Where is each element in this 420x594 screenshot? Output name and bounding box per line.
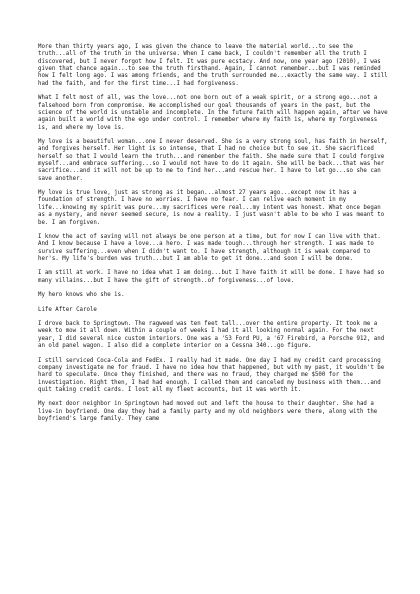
- paragraph-truth: More than thirty years ago, I was given the chance to leave the material world...to see the truth...all of the truth in the universe. When I came back, I couldn't remember all the truth I discovered, but I never forgot how I felt. It was pure ecstacy. And now, one year ago (2010), I was given that chance again...to see the truth firsthand. Again, I cannot remember...but I was reminded how I felt long ago. I was among friends, and the truth surrounded me...exactly the same way. I still had the faith, and for the first time...I had forgiveness.: [38, 44, 388, 87]
- paragraph-true-love: My love is true love, just as strong as it began...almost 27 years ago...except now it has a foundation of strength. I have no worries. I have no fear. I can relive each moment in my life...knowing my spirit was pure...my sacrifices were real...my intent was honest. What once began as a mystery, and never seemed secure, is now a reality. I just wasn't able to be who I was meant to be. I am forgiven.: [38, 190, 385, 226]
- paragraph-coca-cola: I still serviced Coca-Cola and FedEx. I really had it made. One day I had my credit card processing company investigate me for fraud. I have no idea how that happened, but with my past, it wouldn't be hard to speculate. Once they finished, and there was no fraud, they charged me $500 for the investigation. Right then, I had had enough. I called them and canceled my business with them...and quit taking credit cards. I lost all my fleet accounts, but it was worth it.: [38, 357, 385, 393]
- section-heading: Life After Carole: [38, 306, 97, 313]
- paragraph-still-at-work: I am still at work. I have no idea what I am doing...but I have faith it will be done. I have had so many villains...but I have the gift of strength..of forgiveness...of love.: [38, 270, 385, 284]
- document-page: [38, 44, 390, 430]
- paragraph-springtown: I drove back to Springtown. The ragweed was ten feet tall...over the entire property. It took me a week to mow it all down. Within a couple of weeks I had it all looking normal again. For the next year, I did several nice custom interiors. One was a '53 Ford PU, a '67 Firebird, a Porsche 912, and an old panel wagon. I also did a complete interior on a Cessna 340...go figure.: [38, 321, 385, 350]
- paragraph-hero: My hero knows who she is.: [38, 292, 125, 299]
- paragraph-neighbor: My next door neighbor in Springtown had moved out and left the house to their daughter. She had a live-in boyfriend. One day they had a family party and my old neighbors were there, along with the boyfriend's large family. They came: [38, 401, 378, 423]
- paragraph-beautiful-woman: My love is a beautiful woman...one I never deserved. She is a very strong soul, has faith in herself, and forgives herself. Her light is so intense, that I had no choice but to see it. She sacrificed herself so that I would learn the truth...and remember the faith. She made sure that I could forgive myself...and embrace suffering...so I would not have to do it again. She will be back...that was her sacrifice...and it will not be up to me to find her...and rescue her. I have to let go...so she can save another.: [38, 138, 388, 182]
- paragraph-love: What I felt most of all, was the love...not one born out of a weak spirit, or a strong ego...not a falsehood born from compromise. We accomplished our goal thousands of years in the past, but the science of the world is unstable and incomplete. In the future faith will happen again, after we have again built a world with the ego under control. I remember where my faith is, where my forgiveness is, and where my love is.: [38, 95, 388, 131]
- paragraph-saving: I know the act of saving will not always be one person at a time, but for now I can live with that. And I know because I have a love...a hero. I was made tough...through her strength. I was made to survive suffering...even when I didn't want to. I have strength, although it is weak compared to her's. My life's burden was truth...but I am able to get it done...and soon I will be done.: [38, 233, 381, 262]
